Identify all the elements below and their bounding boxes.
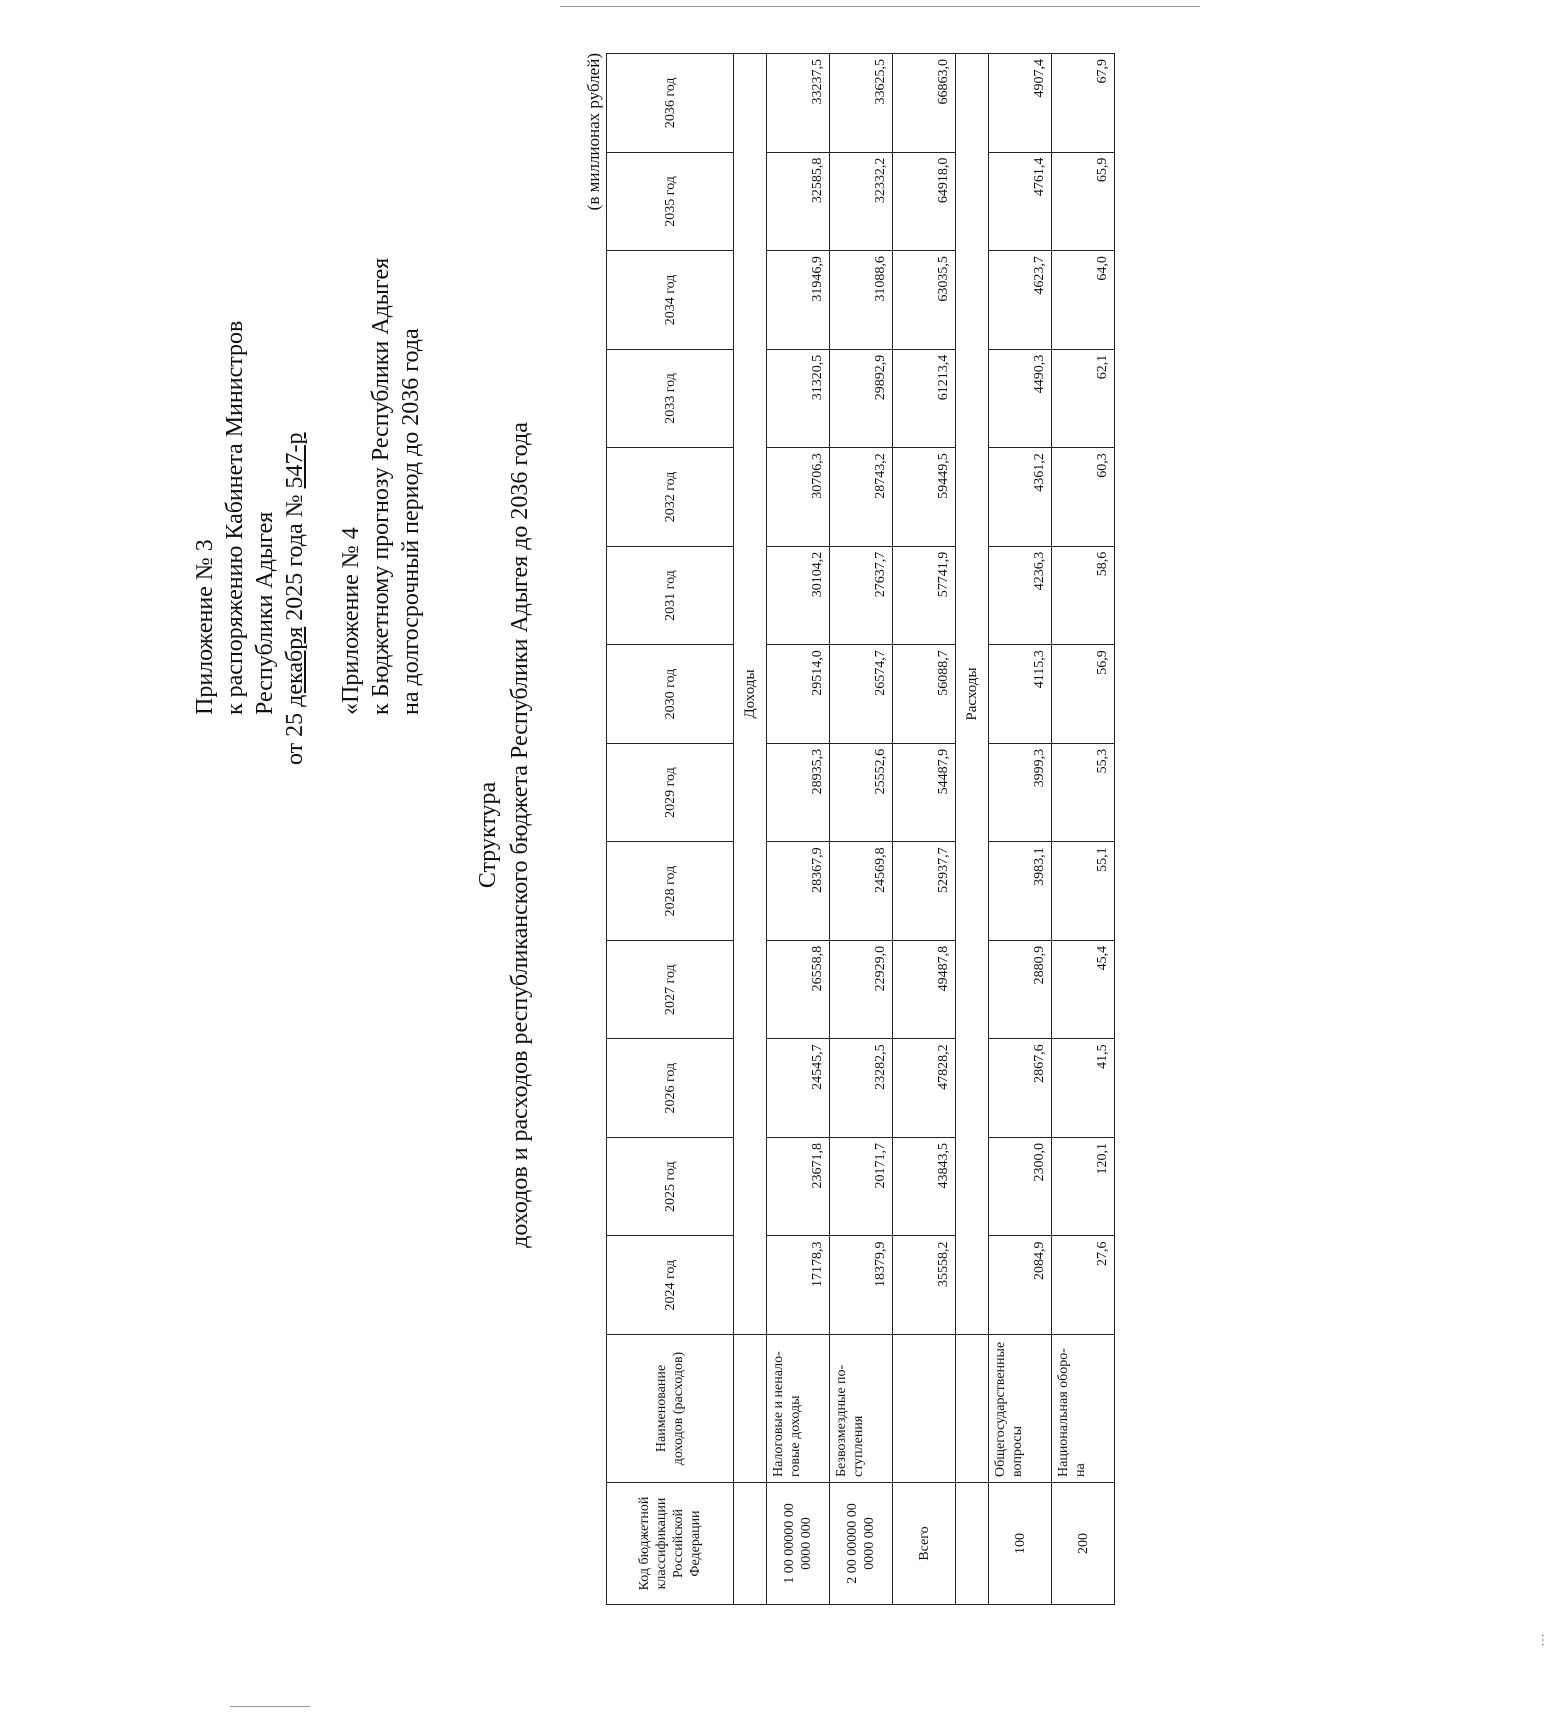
budget-table bbox=[606, 53, 1115, 1605]
row-name: Общегосударственные вопросы bbox=[989, 1335, 1052, 1483]
table-row bbox=[767, 54, 830, 1605]
row-value: 54487,9 bbox=[893, 743, 956, 842]
row-value: 41,5 bbox=[1052, 1039, 1115, 1138]
col-header-year: 2029 год bbox=[607, 743, 734, 842]
row-value: 32585,8 bbox=[767, 152, 830, 251]
row-value: 23671,8 bbox=[767, 1137, 830, 1236]
row-code: Всего bbox=[893, 1483, 956, 1605]
row-value: 22929,0 bbox=[830, 940, 893, 1039]
row-value: 30706,3 bbox=[767, 448, 830, 547]
row-value: 27637,7 bbox=[830, 546, 893, 645]
row-code: 1 00 00000 00 0000 000 bbox=[767, 1483, 830, 1605]
row-code: 200 bbox=[1052, 1483, 1115, 1605]
table-header-row bbox=[607, 54, 734, 1605]
appendix-order: к распоряжению Кабинета Министров bbox=[222, 320, 248, 715]
row-value: 3983,1 bbox=[989, 842, 1052, 941]
row-value: 45,4 bbox=[1052, 940, 1115, 1039]
col-header-year: 2027 год bbox=[607, 940, 734, 1039]
row-value: 66863,0 bbox=[893, 54, 956, 153]
row-value: 52937,7 bbox=[893, 842, 956, 941]
row-value: 4907,4 bbox=[989, 54, 1052, 153]
row-value: 4361,2 bbox=[989, 448, 1052, 547]
row-value: 64918,0 bbox=[893, 152, 956, 251]
table-row bbox=[893, 54, 956, 1605]
row-value: 4115,3 bbox=[989, 645, 1052, 744]
table-row bbox=[830, 54, 893, 1605]
col-header-name: Наименование доходов (расходов) bbox=[607, 1335, 734, 1483]
row-value: 31320,5 bbox=[767, 349, 830, 448]
date-month: декабря bbox=[282, 626, 308, 707]
quote-appendix: «Приложение № 4 bbox=[338, 527, 364, 715]
appendix-header bbox=[190, 75, 426, 765]
row-value: 24545,7 bbox=[767, 1039, 830, 1138]
quote-forecast: к Бюджетному прогнозу Республики Адыгея bbox=[368, 257, 394, 715]
appendix-date bbox=[280, 75, 310, 765]
col-header-code: Код бюджетной классификации Российской Федерации bbox=[607, 1483, 734, 1605]
row-value: 27,6 bbox=[1052, 1236, 1115, 1335]
row-value: 57741,9 bbox=[893, 546, 956, 645]
row-value: 25552,6 bbox=[830, 743, 893, 842]
row-name: Безвозмездные по-ступления bbox=[830, 1335, 893, 1483]
row-value: 43843,5 bbox=[893, 1137, 956, 1236]
col-header-year: 2032 год bbox=[607, 448, 734, 547]
row-name: Национальная оборо-на bbox=[1052, 1335, 1115, 1483]
col-header-year: 2028 год bbox=[607, 842, 734, 941]
row-value: 120,1 bbox=[1052, 1137, 1115, 1236]
document-title bbox=[472, 75, 536, 1595]
row-value: 2084,9 bbox=[989, 1236, 1052, 1335]
row-name bbox=[893, 1335, 956, 1483]
col-header-year: 2026 год bbox=[607, 1039, 734, 1138]
row-value: 18379,9 bbox=[830, 1236, 893, 1335]
row-value: 4490,3 bbox=[989, 349, 1052, 448]
col-header-year: 2033 год bbox=[607, 349, 734, 448]
row-value: 17178,3 bbox=[767, 1236, 830, 1335]
date-day: 25 bbox=[282, 712, 308, 737]
row-value: 28935,3 bbox=[767, 743, 830, 842]
section-row-income bbox=[734, 54, 767, 1605]
row-value: 56088,7 bbox=[893, 645, 956, 744]
row-value: 29514,0 bbox=[767, 645, 830, 744]
section-label-income: Доходы bbox=[734, 54, 767, 1335]
row-value: 4761,4 bbox=[989, 152, 1052, 251]
row-value: 59449,5 bbox=[893, 448, 956, 547]
row-value: 24569,8 bbox=[830, 842, 893, 941]
row-value: 26574,7 bbox=[830, 645, 893, 744]
row-value: 58,6 bbox=[1052, 546, 1115, 645]
row-value: 4623,7 bbox=[989, 251, 1052, 350]
col-header-year: 2030 год bbox=[607, 645, 734, 744]
row-name: Налоговые и ненало-говые доходы bbox=[767, 1335, 830, 1483]
quote-period: на долгосрочный период до 2036 года bbox=[398, 328, 424, 715]
date-prefix: от bbox=[282, 742, 308, 765]
title-subtitle: доходов и расходов республиканского бюджета Республики Адыгея до 2036 года bbox=[507, 422, 533, 1248]
units-note: (в миллионах рублей) bbox=[584, 53, 603, 211]
row-value: 67,9 bbox=[1052, 54, 1115, 153]
row-value: 61213,4 bbox=[893, 349, 956, 448]
row-value: 55,1 bbox=[1052, 842, 1115, 941]
row-value: 64,0 bbox=[1052, 251, 1115, 350]
row-value: 28367,9 bbox=[767, 842, 830, 941]
row-value: 56,9 bbox=[1052, 645, 1115, 744]
row-value: 2880,9 bbox=[989, 940, 1052, 1039]
row-value: 47828,2 bbox=[893, 1039, 956, 1138]
row-value: 55,3 bbox=[1052, 743, 1115, 842]
row-value: 20171,7 bbox=[830, 1137, 893, 1236]
row-value: 2867,6 bbox=[989, 1039, 1052, 1138]
row-code: 100 bbox=[989, 1483, 1052, 1605]
row-value: 62,1 bbox=[1052, 349, 1115, 448]
row-value: 65,9 bbox=[1052, 152, 1115, 251]
row-value: 49487,8 bbox=[893, 940, 956, 1039]
row-value: 28743,2 bbox=[830, 448, 893, 547]
row-value: 29892,9 bbox=[830, 349, 893, 448]
row-value: 31946,9 bbox=[767, 251, 830, 350]
row-value: 63035,5 bbox=[893, 251, 956, 350]
row-value: 60,3 bbox=[1052, 448, 1115, 547]
col-header-year: 2031 год bbox=[607, 546, 734, 645]
row-value: 32332,2 bbox=[830, 152, 893, 251]
scan-mark: ˙˙˙ bbox=[1540, 1633, 1555, 1647]
row-value: 3999,3 bbox=[989, 743, 1052, 842]
row-value: 30104,2 bbox=[767, 546, 830, 645]
row-value: 33625,5 bbox=[830, 54, 893, 153]
doc-number: 547-р bbox=[282, 432, 308, 489]
col-header-year: 2024 год bbox=[607, 1236, 734, 1335]
row-value: 26558,8 bbox=[767, 940, 830, 1039]
table-row bbox=[989, 54, 1052, 1605]
appendix-number: Приложение № 3 bbox=[192, 539, 218, 715]
row-value: 4236,3 bbox=[989, 546, 1052, 645]
col-header-year: 2035 год bbox=[607, 152, 734, 251]
col-header-year: 2034 год bbox=[607, 251, 734, 350]
row-value: 23282,5 bbox=[830, 1039, 893, 1138]
col-header-year: 2036 год bbox=[607, 54, 734, 153]
row-code: 2 00 00000 00 0000 000 bbox=[830, 1483, 893, 1605]
section-row-expense bbox=[956, 54, 989, 1605]
section-label-expense: Расходы bbox=[956, 54, 989, 1335]
title-structure: Структура bbox=[475, 781, 501, 889]
row-value: 35558,2 bbox=[893, 1236, 956, 1335]
row-value: 31088,6 bbox=[830, 251, 893, 350]
col-header-year: 2025 год bbox=[607, 1137, 734, 1236]
row-value: 33237,5 bbox=[767, 54, 830, 153]
appendix-republic: Республики Адыгея bbox=[252, 511, 278, 715]
table-row bbox=[1052, 54, 1115, 1605]
date-year: 2025 года № bbox=[282, 494, 308, 621]
row-value: 2300,0 bbox=[989, 1137, 1052, 1236]
